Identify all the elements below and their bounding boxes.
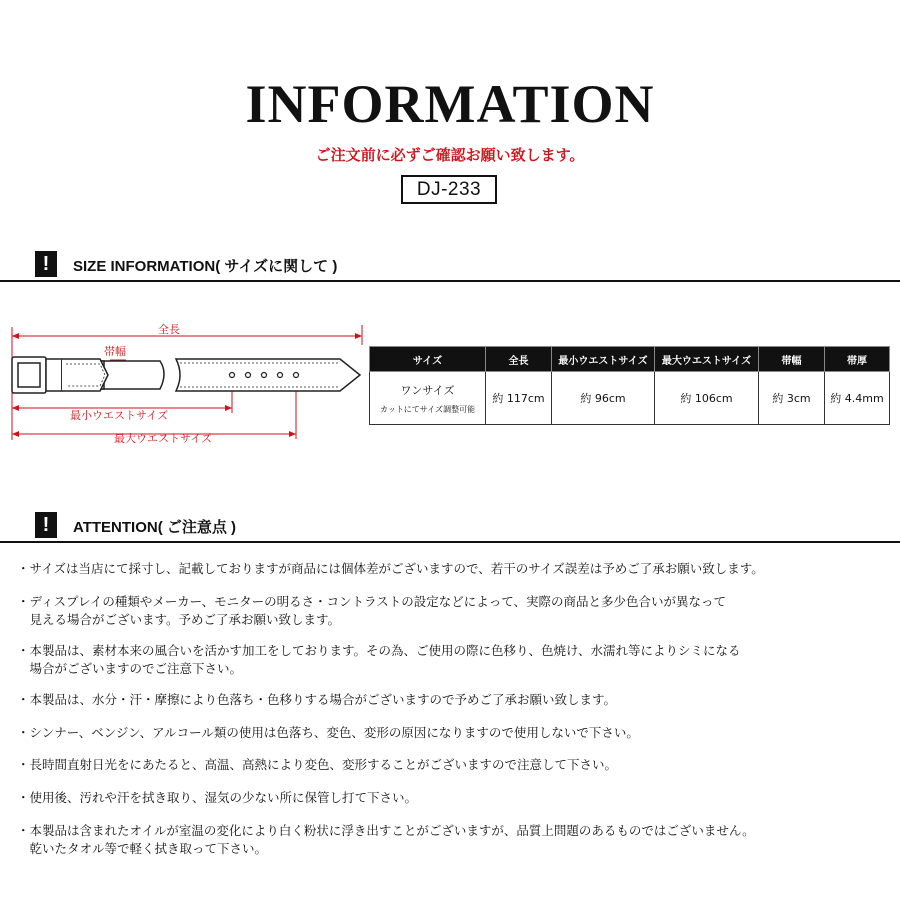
table-cell: 約 106cm [655, 372, 759, 425]
table-cell: 約 3cm [759, 372, 825, 425]
belt-diagram [0, 315, 370, 455]
table-header: サイズ [370, 347, 486, 372]
warning-icon: ! [35, 251, 57, 277]
table-header: 帯幅 [759, 347, 825, 372]
table-header: 最小ウエストサイズ [552, 347, 655, 372]
table-header: 帯厚 [825, 347, 890, 372]
product-code: DJ-233 [401, 175, 497, 204]
list-item: ・本製品は、水分・汗・摩擦により色落ち・色移りする場合がございますので予めご了承お願い致します。 [17, 692, 617, 707]
size-section-header [0, 251, 900, 281]
attention-section-header [0, 512, 900, 542]
table-header: 全長 [486, 347, 552, 372]
list-item: ・ディスプレイの種類やメーカー、モニターの明るさ・コントラストの設定などによって、実際の商品と多少色合いが異なって 見える場合がございます。予めご了承お願い致します。 [17, 594, 727, 627]
order-notice: ご注文前に必ずご確認お願い致します。 [315, 146, 585, 164]
list-item: ・本製品は含まれたオイルが室温の変化により白く粉状に浮き出すことがございますが、品質上問題のあるものではございません。 乾いたタオル等で軽く拭き取って下さい。 [17, 823, 755, 856]
belt-width-label: 帯幅 [104, 345, 126, 358]
size-table [369, 346, 890, 425]
min-waist-label: 最小ウエストサイズ [70, 409, 169, 422]
attention-section-title: ATTENTION( ご注意点 ) [73, 519, 237, 536]
list-item: ・シンナー、ベンジン、アルコール類の使用は色落ち、変色、変形の原因になりますので使用しないで下さい。 [17, 725, 639, 740]
warning-icon: ! [35, 512, 57, 538]
table-header: 最大ウエストサイズ [655, 347, 759, 372]
total-length-label: 全長 [158, 323, 180, 336]
size-name: ワンサイズ [400, 383, 455, 397]
table-cell: 約 96cm [552, 372, 655, 425]
list-item: ・使用後、汚れや汗を拭き取り、湿気の少ない所に保管し打て下さい。 [17, 790, 418, 805]
size-adjust-note: カットにてサイズ調整可能 [379, 404, 476, 414]
table-header-row [370, 347, 890, 372]
section-divider [0, 280, 900, 282]
table-cell: 約 4.4mm [825, 372, 890, 425]
max-waist-label: 最大ウエストサイズ [114, 432, 213, 445]
list-item: ・サイズは当店にて採寸し、記載しておりますが商品には個体差がございますので、若干のサイズ誤差は予めご了承お願い致します。 [17, 561, 764, 576]
list-item: ・本製品は、素材本来の風合いを活かす加工をしております。その為、ご使用の際に色移り、色焼け、水濡れ等によりシミになる 場合がございますのでご注意下さい。 [17, 643, 741, 676]
table-row [370, 372, 890, 425]
page-title: INFORMATION [245, 74, 655, 134]
table-cell: 約 117cm [486, 372, 552, 425]
table-cell-size [370, 372, 486, 425]
section-divider [0, 541, 900, 543]
list-item: ・長時間直射日光をにあたると、高温、高熱により変色、変形することがございますので注意して下さい。 [17, 757, 618, 772]
size-section-title: SIZE INFORMATION( サイズに関して ) [73, 258, 338, 275]
